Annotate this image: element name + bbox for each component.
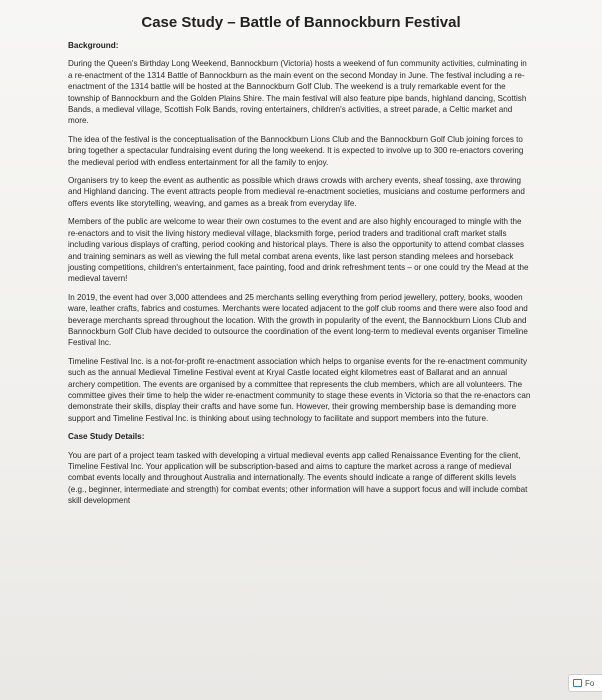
case-study-paragraph: You are part of a project team tasked with developing a virtual medieval events app called Renaissance Eventing for the client, Timeline Festival Inc. Your application will be subscription-based and aims to capture the market across a range of medieval combat events locally and throughout Australia and internationally. The events should indicate a range of different skills levels (e.g., beginner, intermediate and strength) for combat events; other information will have a support focus and will include combat skill development: [68, 450, 528, 506]
background-heading: Background:: [68, 41, 119, 50]
paragraph-intro: During the Queen's Birthday Long Weekend, Bannockburn (Victoria) hosts a weekend of fun community activities, culminating in a re-enactment of the 1314 Battle of Bannockburn as the main event on the second Monday in June. The festival including a re-enactment of the 1314 battle will be hosted at the Bannockburn Golf Club. The weekend is a truly remarkable event for the township of Bannockburn and the Golden Plains Shire. The main festival will also feature pipe bands, highland dancing, Scottish Bands, a medieval village, Scottish Folk Bands, roving entertainers, children's activities, a street parade, a Celtic market and more.: [68, 59, 527, 126]
document-body: [68, 40, 533, 514]
paragraph-idea: The idea of the festival is the conceptualisation of the Bannockburn Lions Club and the Bannockburn Golf Club joining forces to bring together a spectacular fundraising event during the long weekend. It is expected to involve up to 300 re-enactors covering the medieval period with endless entertainment for all the family to enjoy.: [68, 134, 524, 167]
case-study-heading: Case Study Details:: [68, 432, 145, 442]
paragraph-organisers: Organisers try to keep the event as authentic as possible which draws crowds with archery events, sheaf tossing, axe throwing and Highland dancing. The event attracts people from medieval re-enactment societies, musicians and costume performers and offers events like storytelling, weaving, and games as a break from everyday life.: [68, 176, 525, 208]
paragraph-timeline: Timeline Festival Inc. is a not-for-profit re-enactment association which helps to organise events for the re-enactment community such as the annual Medieval Timeline Festival event at Kryal Castle located eight kilometres east of Ballarat and an annual archery competition. The events are organised by a committee that represents the club members, which are all volunteers. The committee gives their time to help the wider re-enactment community to stage these events in Victoria so that the re-enactors can demonstrate their skills, display their crafts and have some fun. However, their growing membership base is demanding more support and Timeline Festival Inc. is thinking about using technology to facilitate and support members into the future.: [68, 356, 531, 423]
feedback-label: Fo: [585, 678, 595, 688]
paragraph-members: Members of the public are welcome to wear their own costumes to the event and are also highly encouraged to mingle with the re-enactors and to visit the living history medieval village, blacksmith forge, period traders and traditional craft market stalls including various displays of crafting, period cooking and historical plays. There is also the opportunity to attend combat classes and training seminars as well as viewing the full metal combat arena events, like last person standing melees and horseback jousting competitions, children's entertainment, face painting, food and drink refreshment tents – or one could try the Mead at the medieval tavern!: [68, 217, 529, 284]
feedback-icon: [573, 679, 582, 687]
feedback-button[interactable]: [568, 674, 602, 692]
paragraph-2019: In 2019, the event had over 3,000 attendees and 25 merchants selling everything from period jewellery, pottery, books, wooden ware, leather crafts, fabrics and costumes. Merchants were located adjacent to the golf club rooms and there were also food and beverage merchants spread throughout the location. With the growth in popularity of the event, the Bannockburn Lions Club and Bannockburn Golf Club have decided to outsource the coordination of the event long-term to medieval events organiser Timeline Festival Inc.: [68, 292, 528, 348]
document-title: Case Study – Battle of Bannockburn Festival: [141, 14, 461, 31]
